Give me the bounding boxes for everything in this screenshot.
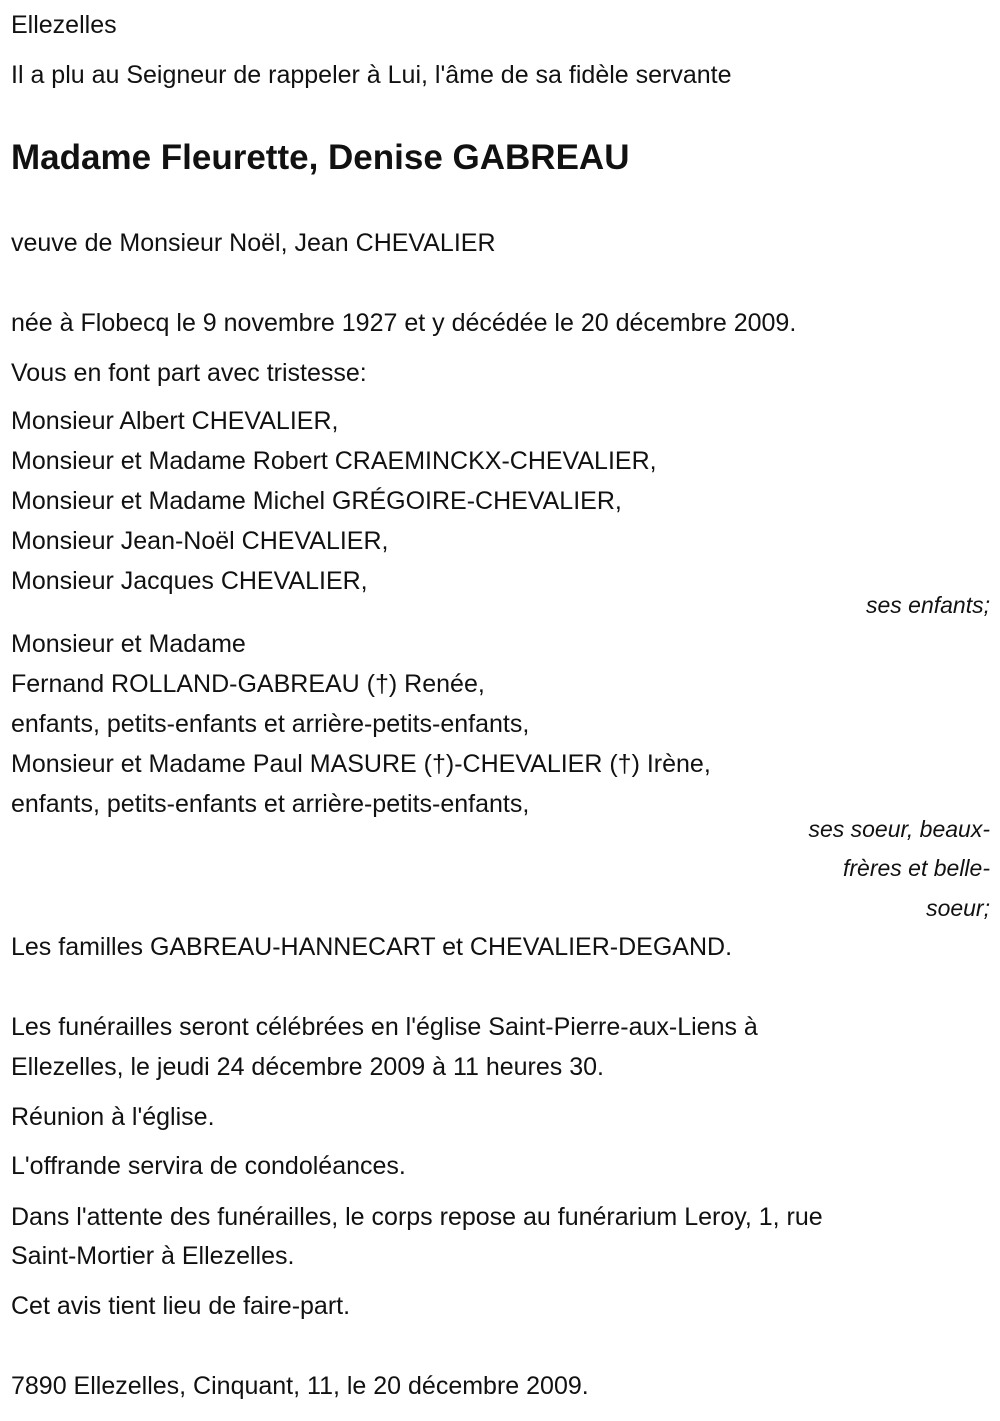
child-line: Monsieur Jean-Noël CHEVALIER, — [11, 527, 389, 555]
children-label: ses enfants; — [865, 592, 990, 618]
place: Ellezelles — [11, 11, 117, 39]
sibling-line: Monsieur et Madame Paul MASURE (†)-CHEVALIER (†) Irène, — [11, 750, 711, 778]
sibling-line: Monsieur et Madame — [11, 630, 246, 658]
spouse-line: veuve de Monsieur Noël, Jean CHEVALIER — [11, 229, 496, 257]
intro-text: Il a plu au Seigneur de rappeler à Lui, l'âme de sa fidèle servante — [11, 61, 732, 89]
child-line: Monsieur et Madame Robert CRAEMINCKX-CHEVALIER, — [11, 447, 657, 475]
footer-address: 7890 Ellezelles, Cinquant, 11, le 20 décembre 2009. — [11, 1372, 589, 1400]
sibling-line: enfants, petits-enfants et arrière-petits-enfants, — [11, 790, 530, 818]
child-line: Monsieur et Madame Michel GRÉGOIRE-CHEVALIER, — [11, 487, 622, 515]
funeral-line: Ellezelles, le jeudi 24 décembre 2009 à 11 heures 30. — [11, 1053, 604, 1081]
funeral-line: Les funérailles seront célébrées en l'église Saint-Pierre-aux-Liens à — [11, 1013, 758, 1041]
child-line: Monsieur Jacques CHEVALIER, — [11, 567, 368, 595]
child-line: Monsieur Albert CHEVALIER, — [11, 407, 339, 435]
families-line: Les familles GABREAU-HANNECART et CHEVALIER-DEGAND. — [11, 933, 733, 961]
sibling-line: enfants, petits-enfants et arrière-petits-enfants, — [11, 710, 530, 738]
announce-line: Vous en font part avec tristesse: — [11, 359, 367, 387]
notice-line: Cet avis tient lieu de faire-part. — [11, 1292, 351, 1320]
offering-line: L'offrande servira de condoléances. — [11, 1152, 406, 1180]
siblings-label: ses soeur, beaux- — [808, 816, 990, 842]
meeting-line: Réunion à l'église. — [11, 1103, 215, 1131]
siblings-label: soeur; — [926, 895, 990, 921]
siblings-label: frères et belle- — [842, 855, 990, 881]
rest-line: Dans l'attente des funérailles, le corps repose au funérarium Leroy, 1, rue — [11, 1203, 823, 1231]
rest-line: Saint-Mortier à Ellezelles. — [11, 1242, 295, 1270]
birth-death-line: née à Flobecq le 9 novembre 1927 et y décédée le 20 décembre 2009. — [11, 309, 797, 337]
sibling-line: Fernand ROLLAND-GABREAU (†) Renée, — [11, 670, 485, 698]
deceased-name: Madame Fleurette, Denise GABREAU — [11, 138, 630, 177]
